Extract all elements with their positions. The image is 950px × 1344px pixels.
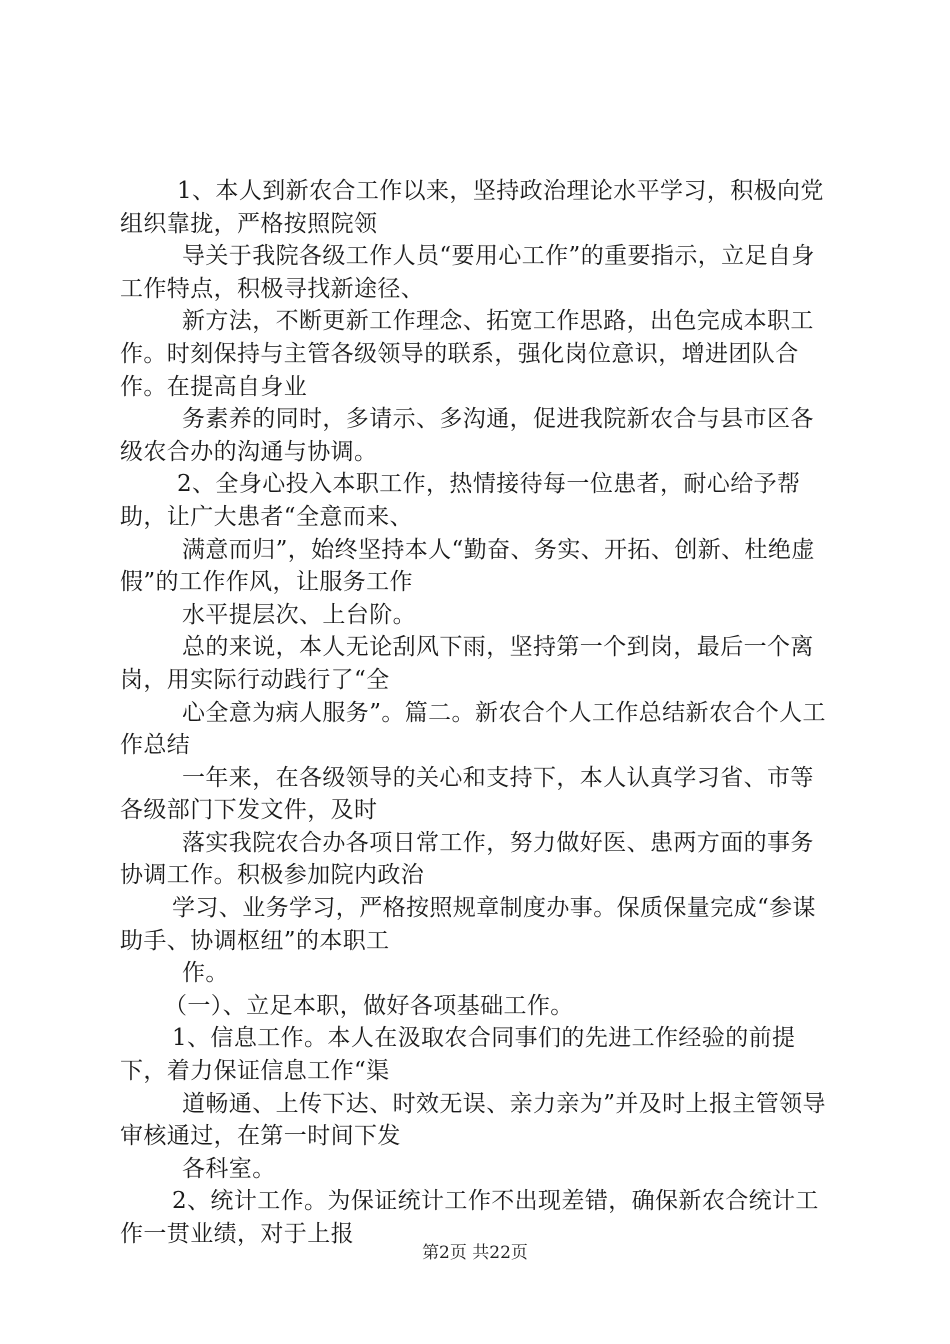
paragraph: 导关于我院各级工作人员“要用心工作”的重要指示，立足自身工作特点，积极寻找新途径、 <box>120 243 815 302</box>
paragraph: 新方法，不断更新工作理念、拓宽工作思路，出色完成本职工作。时刻保持与主管各级领导的联系，强化岗位意识，增进团队合作。在提高自身业 <box>120 308 814 400</box>
paragraph: 2、全身心投入本职工作，热情接待每一位患者，耐心给予帮助，让广大患者“全意而来、 <box>120 471 801 530</box>
paragraph: 1、本人到新农合工作以来，坚持政治理论水平学习，积极向党组织靠拢，严格按照院领 <box>120 178 824 237</box>
paragraph: 总的来说，本人无论刮风下雨，坚持第一个到岗，最后一个离岗，用实际行动践行了“全 <box>120 634 814 693</box>
document-body <box>120 175 835 1251</box>
paragraph: 满意而归”，始终坚持本人“勤奋、务实、开拓、创新、杜绝虚假”的工作作风，让服务工作 <box>120 536 815 596</box>
paragraph: 心全意为病人服务”。篇二。新农合个人工作总结新农合个人工作总结 <box>120 699 826 759</box>
page-number-footer: 第2页 共22页 <box>422 1243 528 1263</box>
paragraph: 务素养的同时，多请示、多沟通，促进我院新农合与县市区各级农合办的沟通与协调。 <box>120 406 814 465</box>
paragraph: 各科室。 <box>182 1155 276 1182</box>
paragraph: 2、统计工作。为保证统计工作不出现差错，确保新农合统计工作一贯业绩，对于上报 <box>120 1188 819 1247</box>
paragraph: 道畅通、上传下达、时效无误、亲力亲为”并及时上报主管领导审核通过，在第一时间下发 <box>120 1090 826 1150</box>
section-heading: （一）、立足本职，做好各项基础工作。 <box>164 992 574 1019</box>
paragraph: 一年来，在各级领导的关心和支持下，本人认真学习省、市等各级部门下发文件，及时 <box>120 764 814 824</box>
paragraph: 学习、业务学习，严格按照规章制度办事。保质保量完成“参谋助手、协调枢纽”的本职工 <box>120 895 816 954</box>
paragraph: 1、信息工作。本人在汲取农合同事们的先进工作经验的前提下，着力保证信息工作“渠 <box>120 1025 796 1085</box>
paragraph: 作。 <box>182 960 229 987</box>
paragraph: 落实我院农合办各项日常工作，努力做好医、患两方面的事务协调工作。积极参加院内政治 <box>120 829 814 889</box>
paragraph: 水平提层次、上台阶。 <box>182 601 416 628</box>
